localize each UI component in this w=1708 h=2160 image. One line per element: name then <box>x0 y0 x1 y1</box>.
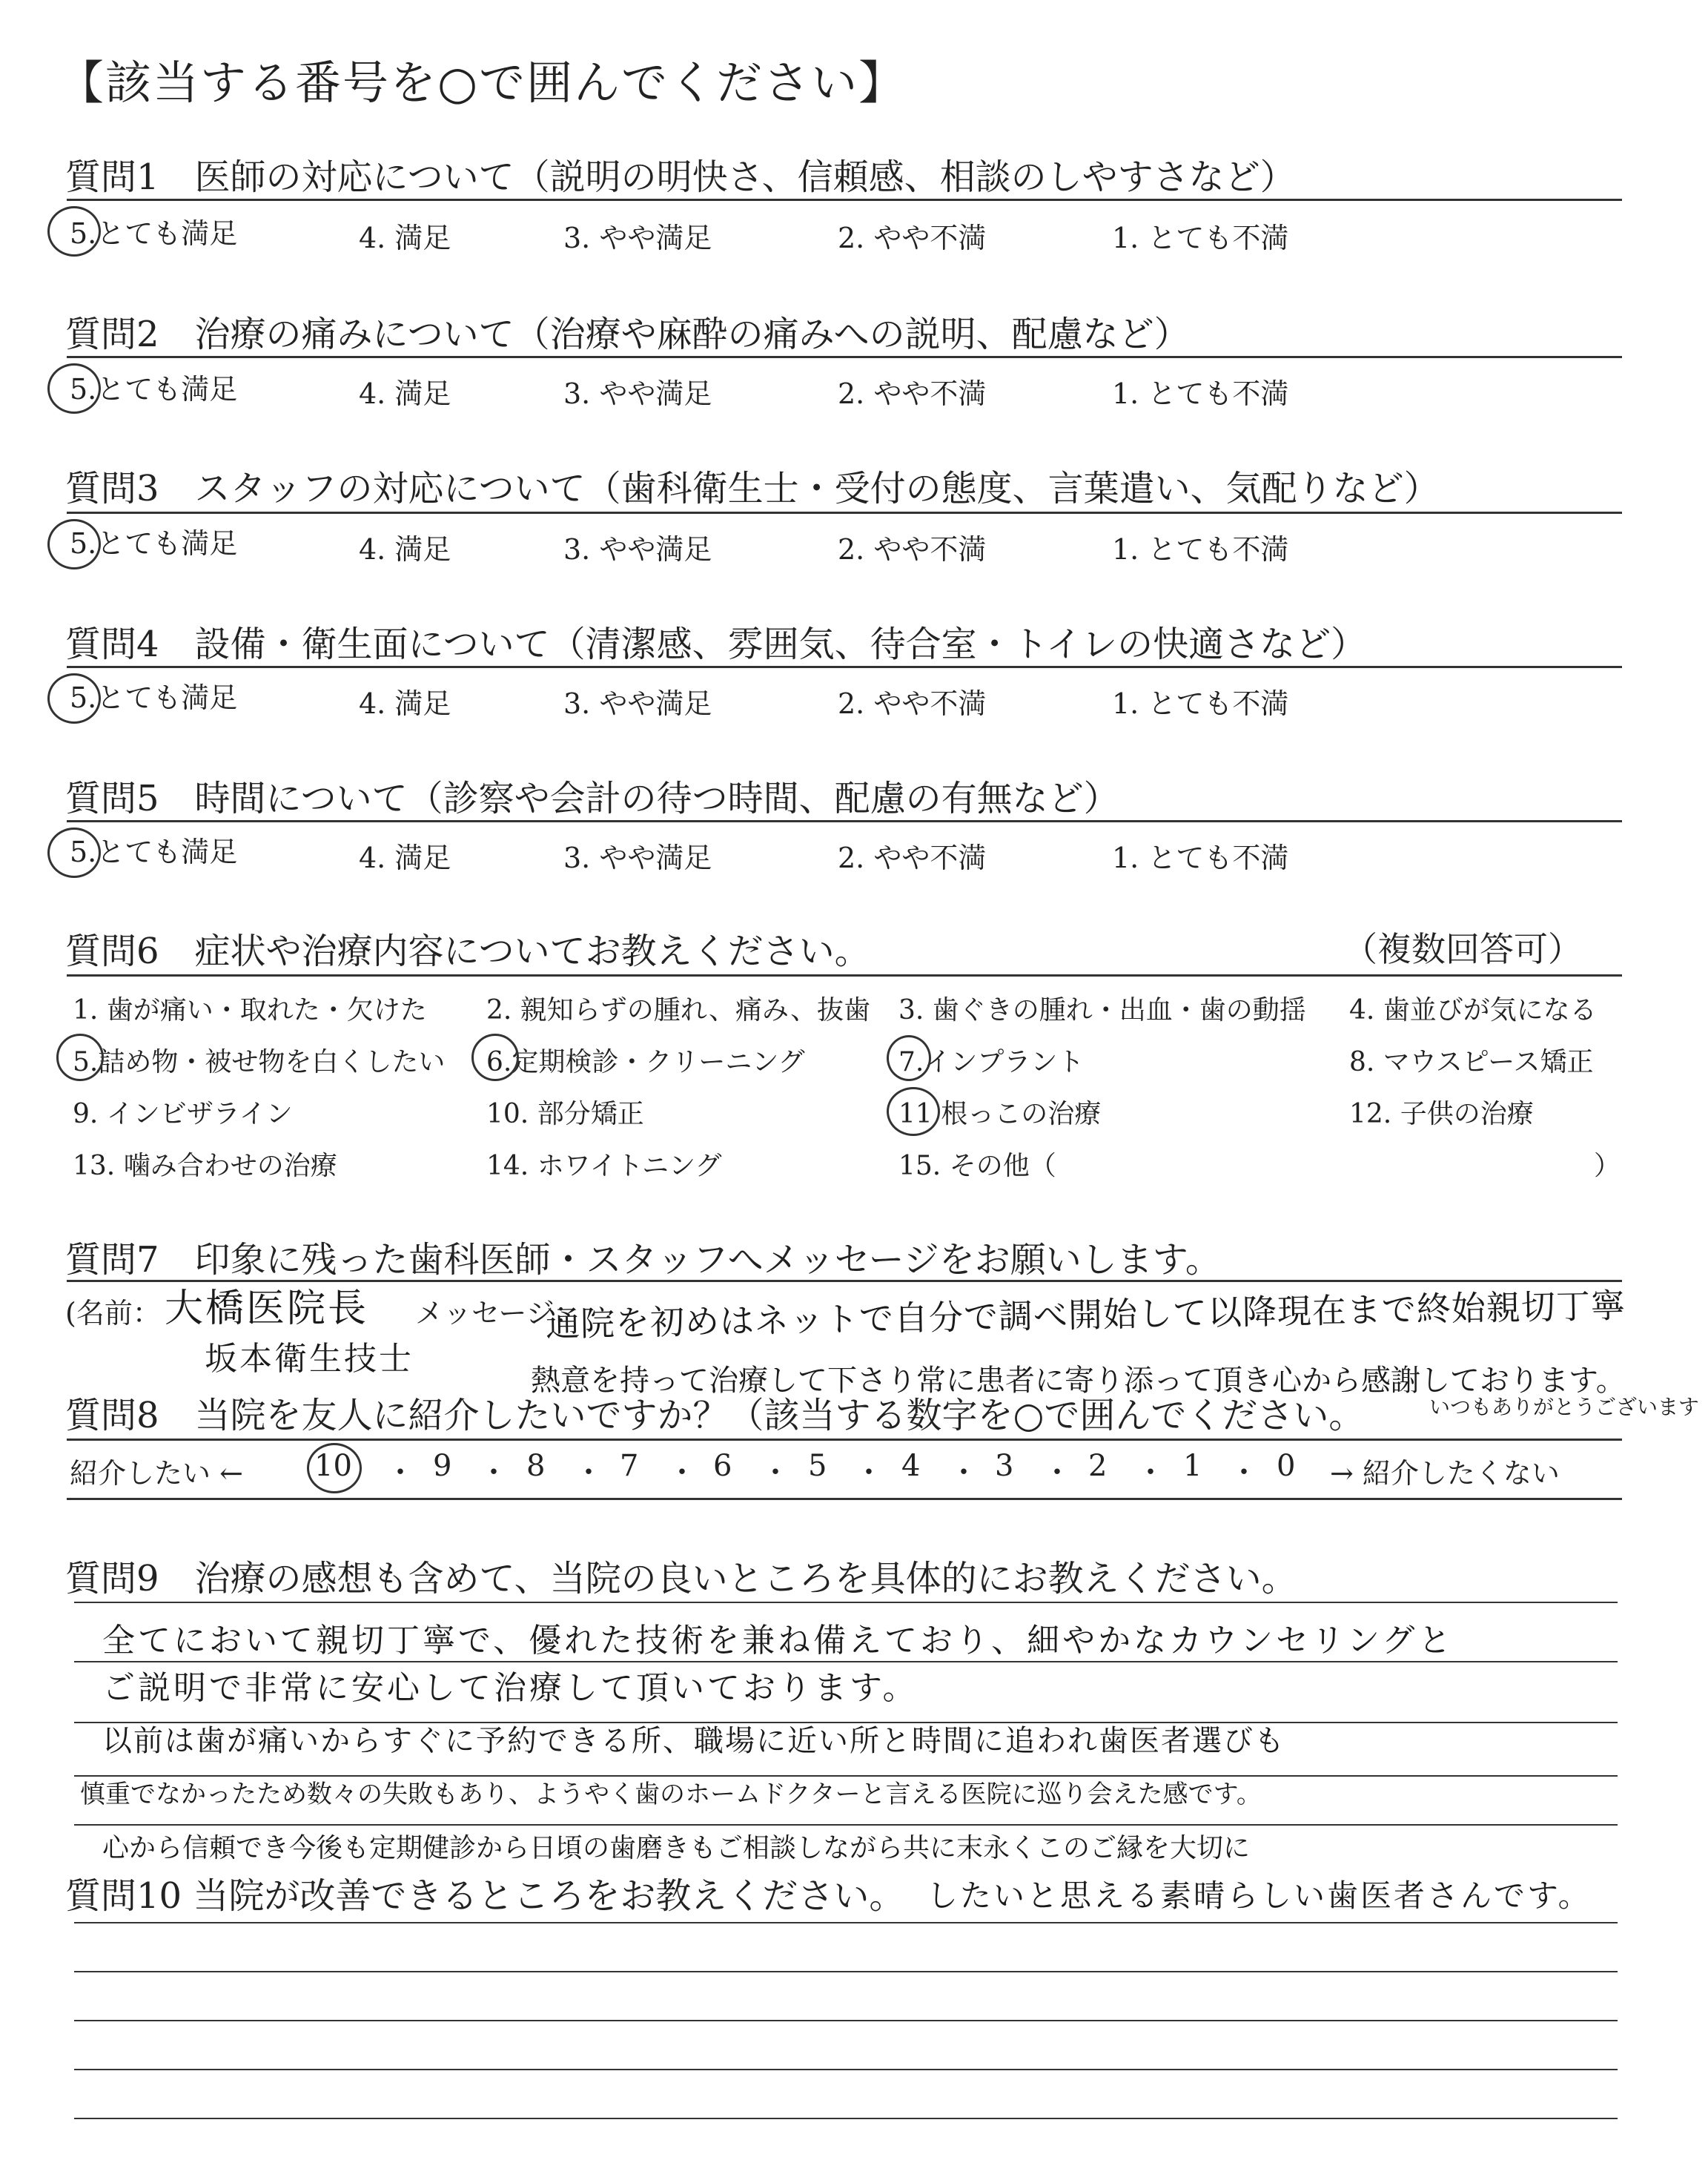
multiple-answers-note: （複数回答可） <box>1343 929 1582 969</box>
scale-6[interactable]: 6 <box>713 1449 732 1483</box>
option-2[interactable]: 2. やや不満 <box>838 842 987 874</box>
handwritten-answer: ご説明で非常に安心して治療して頂いております。 <box>102 1669 918 1707</box>
answer-line <box>74 2069 1618 2070</box>
handwritten-answer: 心から信頼でき今後も定期健診から日頃の歯磨きもご相談しながら共に末永くこのご縁を大切に <box>102 1833 1251 1863</box>
option-2[interactable]: 2. やや不満 <box>838 222 987 254</box>
scale-dot: ・ <box>1229 1456 1259 1490</box>
handwritten-answer: 以前は歯が痛いからすぐに予約できる所、職場に近い所と時間に追われ歯医者選びも <box>102 1724 1285 1758</box>
scale-dot: ・ <box>1136 1456 1165 1490</box>
scale-7[interactable]: 7 <box>620 1449 639 1483</box>
option-2[interactable]: 2. やや不満 <box>838 687 987 720</box>
symptom-option[interactable]: 11 根っこの治療 <box>898 1099 1102 1129</box>
option-1[interactable]: 1. とても不満 <box>1112 377 1289 410</box>
handwritten-message: 熱意を持って治療して下さり常に患者に寄り添って頂き心から感謝しております。 <box>531 1364 1626 1398</box>
option-3[interactable]: 3. やや満足 <box>563 533 712 566</box>
scale-dot: ・ <box>761 1456 790 1490</box>
selection-circle <box>887 1035 931 1081</box>
option-4[interactable]: 4. 満足 <box>359 222 451 254</box>
question-title: 質問7 印象に残った歯科医師・スタッフへメッセージをお願いします。 <box>65 1239 1221 1281</box>
handwritten-answer: 慎重でなかったため数々の失敗もあり、ようやく歯のホームドクターと言える医院に巡り会えた感です。 <box>80 1780 1262 1809</box>
question-title: 質問1 医師の対応について（説明の明快さ、信頼感、相談のしやすさなど） <box>65 156 1296 198</box>
divider <box>67 1498 1622 1500</box>
question-title: 質問8 当院を友人に紹介したいですか？（該当する数字を○で囲んでください。 <box>65 1395 1365 1436</box>
scale-5[interactable]: 5 <box>808 1449 827 1483</box>
answer-line <box>74 2118 1618 2119</box>
scale-dot: ・ <box>854 1456 884 1490</box>
option-2[interactable]: 2. やや不満 <box>838 533 987 566</box>
question-title: 質問3 スタッフの対応について（歯科衛生士・受付の態度、言葉遣い、気配りなど） <box>65 468 1440 509</box>
recommend-right-label: → 紹介したくない <box>1330 1457 1560 1490</box>
scale-9[interactable]: 9 <box>433 1449 452 1483</box>
symptom-option[interactable]: 1. 歯が痛い・取れた・欠けた <box>73 995 427 1025</box>
scale-dot: ・ <box>574 1456 603 1490</box>
divider <box>67 974 1622 977</box>
handwritten-message: 通院を初めはネットで自分で調べ開始して以降現在まで終始親切丁寧 <box>545 1285 1626 1344</box>
scale-dot: ・ <box>667 1456 697 1490</box>
divider <box>67 666 1622 668</box>
selection-circle <box>471 1034 519 1081</box>
handwritten-message: いつもありがとうございます <box>1429 1395 1700 1419</box>
form-header: 【該当する番号を○で囲んでください】 <box>58 56 907 110</box>
option-3[interactable]: 3. やや満足 <box>563 687 712 720</box>
symptom-option[interactable]: 6.定期検診・クリーニング <box>486 1047 805 1077</box>
question-title: 質問2 治療の痛みについて（治療や麻酔の痛みへの説明、配慮など） <box>65 314 1190 355</box>
scale-1[interactable]: 1 <box>1183 1449 1202 1483</box>
symptom-option[interactable]: 8. マウスピース矯正 <box>1349 1047 1594 1077</box>
selection-circle <box>47 673 101 724</box>
recommend-left-label: 紹介したい ← <box>70 1457 243 1490</box>
question-title: 質問4 設備・衛生面について（清潔感、雰囲気、待合室・トイレの快適さなど） <box>65 624 1367 665</box>
option-5[interactable]: 5.とても満足 <box>70 527 238 560</box>
symptom-option[interactable]: 9. インビザライン <box>73 1099 293 1129</box>
name-label: (名前： <box>65 1297 161 1330</box>
scale-4[interactable]: 4 <box>901 1449 921 1483</box>
divider <box>67 820 1622 822</box>
scale-10[interactable]: 10 <box>314 1449 352 1483</box>
scale-dot: ・ <box>479 1456 509 1490</box>
option-3[interactable]: 3. やや満足 <box>563 377 712 410</box>
selection-circle <box>47 206 101 257</box>
symptom-option[interactable]: 2. 親知らずの腫れ、痛み、抜歯 <box>486 995 871 1025</box>
question-title: 質問5 時間について（診察や会計の待つ時間、配慮の有無など） <box>65 778 1119 819</box>
question-title: 質問10 当院が改善できるところをお教えください。 <box>65 1875 905 1917</box>
option-5[interactable]: 5.とても満足 <box>70 836 238 868</box>
divider <box>67 512 1622 514</box>
symptom-option[interactable]: 13. 噛み合わせの治療 <box>73 1151 337 1181</box>
selection-circle <box>47 519 101 569</box>
option-3[interactable]: 3. やや満足 <box>563 842 712 874</box>
option-2[interactable]: 2. やや不満 <box>838 377 987 410</box>
selection-circle <box>47 828 101 878</box>
selection-circle <box>887 1087 940 1136</box>
option-1[interactable]: 1. とても不満 <box>1112 222 1289 254</box>
divider <box>67 199 1622 201</box>
handwritten-answer: したいと思える素晴らしい歯医者さんです。 <box>927 1877 1592 1914</box>
symptom-option[interactable]: 7.インプラント <box>898 1047 1085 1077</box>
selection-circle <box>56 1034 104 1081</box>
scale-0[interactable]: 0 <box>1277 1449 1296 1483</box>
handwritten-name: 坂本衛生技士 <box>205 1340 414 1378</box>
other-close-paren: ） <box>1594 1151 1621 1181</box>
handwritten-answer: 全てにおいて親切丁寧で、優れた技術を兼ね備えており、細やかなカウンセリングと <box>102 1622 1454 1659</box>
symptom-option[interactable]: 12. 子供の治療 <box>1349 1099 1534 1129</box>
scale-dot: ・ <box>385 1456 415 1490</box>
symptom-option[interactable]: 10. 部分矯正 <box>486 1099 644 1129</box>
option-1[interactable]: 1. とても不満 <box>1112 687 1289 720</box>
option-1[interactable]: 1. とても不満 <box>1112 842 1289 874</box>
option-1[interactable]: 1. とても不満 <box>1112 533 1289 566</box>
scale-dot: ・ <box>1042 1456 1072 1490</box>
option-3[interactable]: 3. やや満足 <box>563 222 712 254</box>
option-5[interactable]: 5.とても満足 <box>70 217 238 250</box>
answer-line <box>74 1971 1618 1972</box>
message-label: メッセージ： <box>415 1297 583 1330</box>
answer-line <box>74 1824 1618 1826</box>
option-5[interactable]: 5.とても満足 <box>70 373 238 406</box>
option-4[interactable]: 4. 満足 <box>359 842 451 874</box>
answer-line <box>74 2020 1618 2021</box>
symptom-option[interactable]: 5.詰め物・被せ物を白くしたい <box>73 1047 446 1077</box>
scale-3[interactable]: 3 <box>995 1449 1014 1483</box>
divider <box>67 356 1622 358</box>
scale-2[interactable]: 2 <box>1088 1449 1108 1483</box>
scale-dot: ・ <box>949 1456 979 1490</box>
option-4[interactable]: 4. 満足 <box>359 377 451 410</box>
answer-line <box>74 1922 1618 1923</box>
handwritten-name: 大橋医院長 <box>165 1287 369 1331</box>
option-4[interactable]: 4. 満足 <box>359 687 451 720</box>
symptom-option[interactable]: 14. ホワイトニング <box>486 1151 722 1181</box>
divider <box>67 1439 1622 1441</box>
option-5[interactable]: 5.とても満足 <box>70 681 238 714</box>
scale-8[interactable]: 8 <box>526 1449 546 1483</box>
question-title: 質問6 症状や治療内容についてお教えください。 <box>65 931 870 972</box>
symptom-option[interactable]: 3. 歯ぐきの腫れ・出血・歯の動揺 <box>898 995 1306 1025</box>
selection-circle <box>47 363 101 414</box>
question-title: 質問9 治療の感想も含めて、当院の良いところを具体的にお教えください。 <box>65 1558 1297 1599</box>
option-4[interactable]: 4. 満足 <box>359 533 451 566</box>
answer-line <box>74 1602 1618 1603</box>
symptom-option[interactable]: 4. 歯並びが気になる <box>1349 995 1597 1025</box>
symptom-option[interactable]: 15. その他（ <box>898 1151 1056 1181</box>
selection-circle <box>307 1443 362 1493</box>
